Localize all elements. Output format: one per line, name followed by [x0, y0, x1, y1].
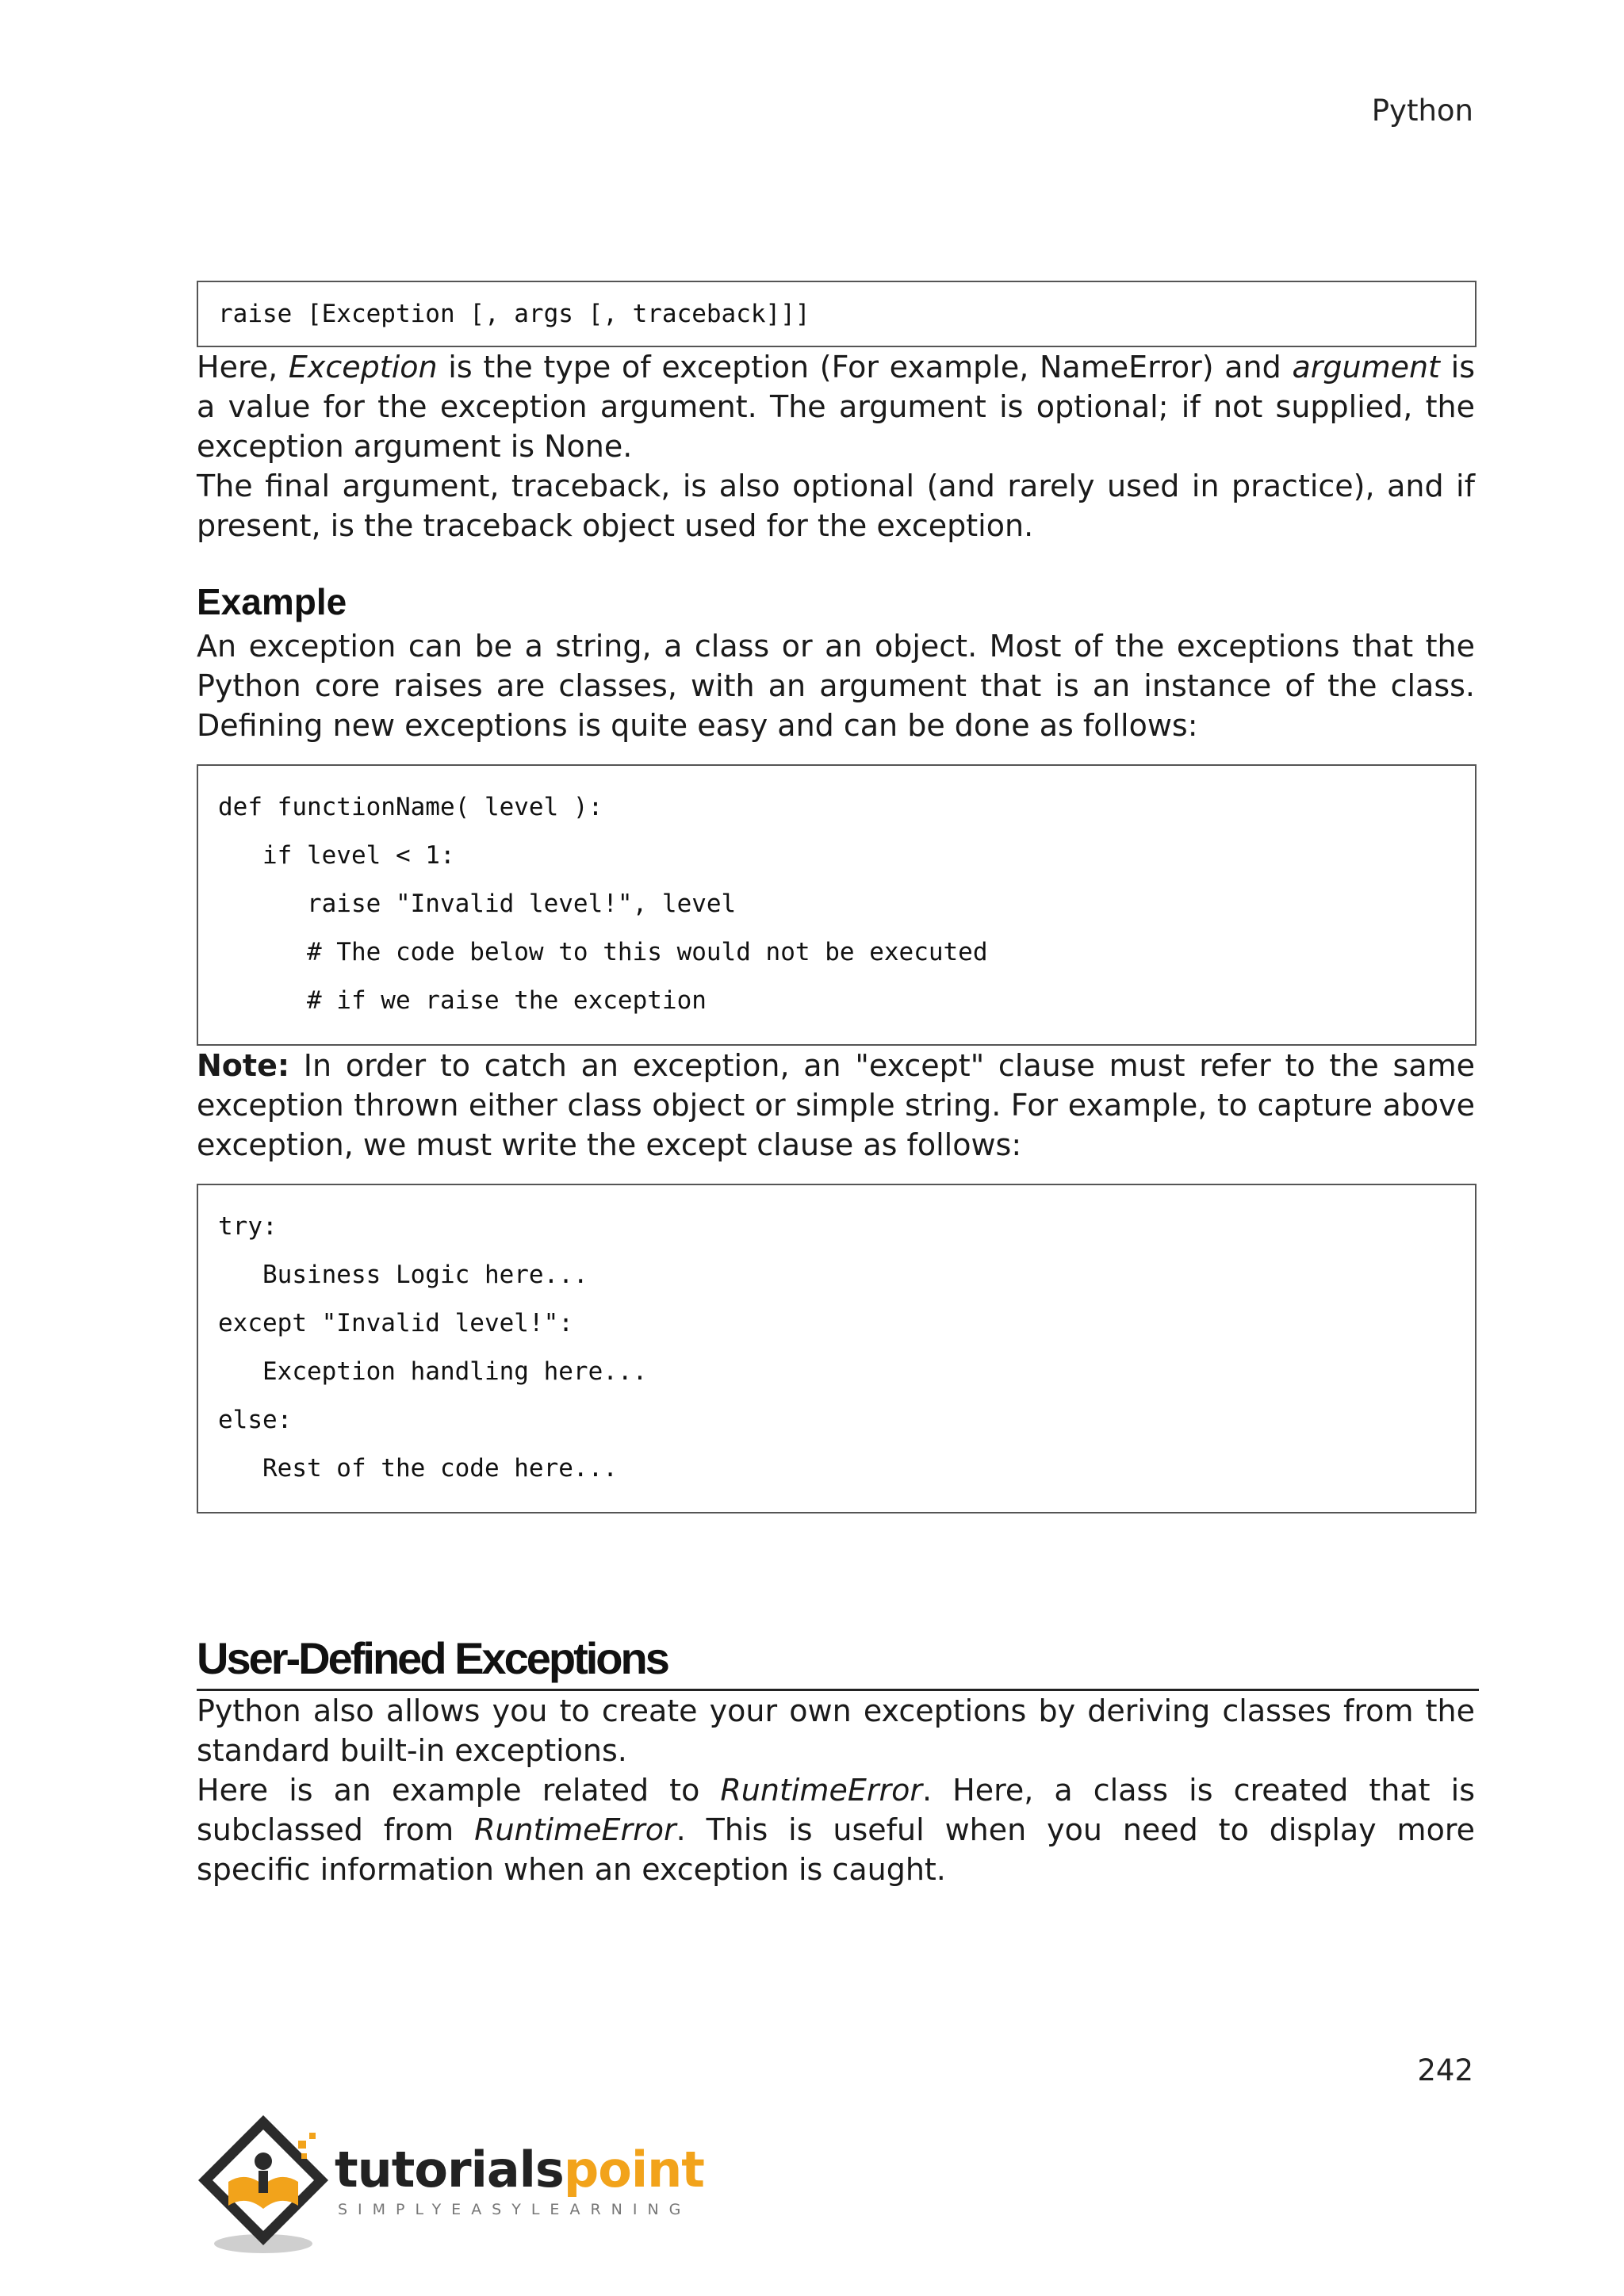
heading-example: Example — [197, 581, 347, 622]
logo-emblem-icon — [193, 2109, 344, 2260]
paragraph-traceback: The final argument, traceback, is also optional (and rarely used in practice), and if present, is the traceback object used for the exception. — [197, 469, 1475, 543]
code-line: Rest of the code here... — [218, 1454, 618, 1483]
paragraph-raise-explanation: Here, Exception is the type of exception (For example, NameError) and argument is a value for the exception argument. The argument is optional; if not supplied, the exception argument is None. — [197, 350, 1476, 464]
code-line: else: — [218, 1406, 293, 1434]
code-line: raise [Exception [, args [, traceback]]] — [218, 300, 810, 328]
page-content — [197, 281, 1475, 1889]
paragraph-note: Note: In order to catch an exception, an "except" clause must refer to the same exception thrown either class object or simple string. For example, to capture above exception, we must write the except clause as follows: — [197, 1048, 1475, 1162]
code-line: raise "Invalid level!", level — [218, 890, 737, 918]
page-header-title: Python — [1371, 94, 1473, 128]
logo-wordmark: tutorialspoint — [335, 2141, 704, 2198]
code-line: except "Invalid level!": — [218, 1309, 573, 1337]
code-line: try: — [218, 1212, 278, 1241]
paragraph-user-defined-intro: Python also allows you to create your own exceptions by deriving classes from the standard built-in exceptions. — [197, 1693, 1475, 1768]
tutorialspoint-logo — [193, 2109, 704, 2260]
code-line: if level < 1: — [218, 841, 455, 870]
code-block-try-except — [197, 1184, 1477, 1513]
note-label: Note: — [197, 1048, 290, 1083]
paragraph-runtime-error: Here is an example related to RuntimeError. Here, a class is created that is subclassed from RuntimeError. This is useful when you need to display more specific information when an exception is caught. — [197, 1773, 1475, 1887]
heading-user-defined-exceptions: User-Defined Exceptions — [197, 1632, 1479, 1691]
code-line: Exception handling here... — [218, 1357, 648, 1386]
code-line: Business Logic here... — [218, 1261, 588, 1289]
paragraph-exception-types: An exception can be a string, a class or an object. Most of the exceptions that the Python core raises are classes, with an argument that is an instance of the class. Defining new exceptions is quite easy and can be done as follows: — [197, 629, 1475, 743]
logo-tagline: SIMPLYEASYLEARNING — [338, 2201, 691, 2218]
code-line: def functionName( level ): — [218, 793, 603, 821]
code-block-function — [197, 764, 1477, 1046]
page-number: 242 — [1417, 2053, 1473, 2087]
code-line: # if we raise the exception — [218, 986, 707, 1015]
code-block-raise-syntax — [197, 281, 1477, 347]
code-line: # The code below to this would not be executed — [218, 938, 988, 966]
